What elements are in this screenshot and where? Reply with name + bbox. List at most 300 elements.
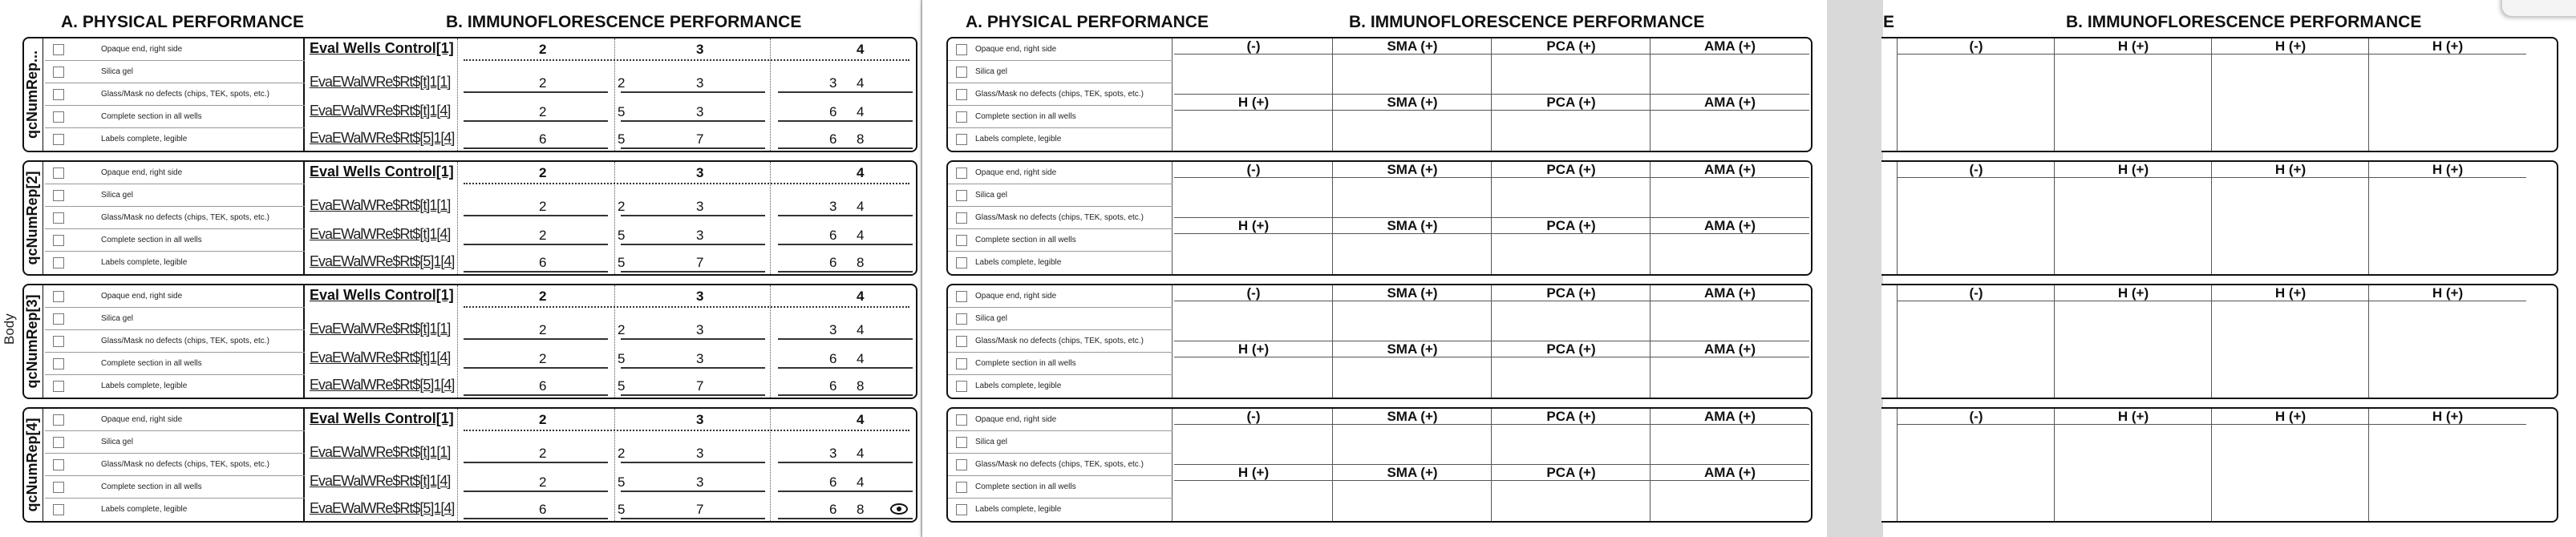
checklist-label: Complete section in all wells <box>101 236 202 244</box>
checklist-row <box>948 252 1173 274</box>
grid-header: H (+) <box>2274 285 2307 301</box>
physical-header-p2: A. PHYSICAL PERFORMANCE <box>966 13 1209 31</box>
checklist-row <box>948 409 1173 431</box>
immuno-results <box>306 38 916 151</box>
checkbox[interactable] <box>53 212 64 224</box>
grid-entry-cell[interactable] <box>1333 178 1492 218</box>
result-number: 2 <box>618 446 626 461</box>
grid-header-cell <box>1174 465 1333 481</box>
immuno-header-p2: B. IMMUNOFLORESCENCE PERFORMANCE <box>1349 13 1705 31</box>
grid-header-cell <box>1174 38 1333 55</box>
grid-entry-cell[interactable] <box>2055 301 2212 398</box>
grid-entry-cell[interactable] <box>1174 357 1333 398</box>
grid-entry-cell[interactable] <box>1651 178 1809 218</box>
checklist-row <box>45 375 305 398</box>
underline <box>621 147 765 149</box>
page-gap <box>1827 0 1883 537</box>
grid-header: SMA (+) <box>1387 38 1438 54</box>
grid-header: AMA (+) <box>1703 409 1756 424</box>
checklist-label: Silica gel <box>101 314 134 323</box>
grid-header: PCA (+) <box>1546 38 1596 54</box>
checkbox[interactable] <box>956 381 967 392</box>
checkbox[interactable] <box>53 482 64 493</box>
grid-entry-cell[interactable] <box>1898 425 2055 521</box>
rep-block <box>22 37 917 152</box>
checklist-label: Silica gel <box>101 191 134 200</box>
grid-entry-cell[interactable] <box>2369 178 2526 274</box>
checkbox[interactable] <box>956 459 967 470</box>
grid-header: H (+) <box>2274 409 2307 424</box>
rep-block <box>1881 284 2558 399</box>
grid-header-cell <box>1333 218 1492 234</box>
physical-checklist <box>45 162 305 274</box>
checkbox[interactable] <box>53 235 64 246</box>
grid-entry-cell[interactable] <box>1651 301 1809 341</box>
checklist-row <box>45 61 305 83</box>
physical-checklist <box>45 38 305 151</box>
checklist-label: Complete section in all wells <box>975 112 1076 121</box>
result-number: 4 <box>857 322 865 337</box>
checklist-label: Complete section in all wells <box>975 236 1076 244</box>
result-number: 3 <box>696 75 704 91</box>
underline <box>464 147 608 149</box>
grid-entry-cell[interactable] <box>1333 55 1492 95</box>
eval-wells-result[interactable]: EvaEWalWRe$Rt$[t]1[1] <box>310 321 451 337</box>
column-number: 4 <box>857 289 865 304</box>
grid-entry-cell[interactable] <box>1492 234 1651 274</box>
checklist-row <box>45 184 305 207</box>
checkbox[interactable] <box>956 212 967 224</box>
checklist-row <box>45 499 305 521</box>
column-number: 3 <box>696 412 704 427</box>
grid-header-cell <box>1651 218 1809 234</box>
rep-block <box>22 284 917 399</box>
checkbox[interactable] <box>956 437 967 448</box>
grid-entry-cell[interactable] <box>2055 425 2212 521</box>
grid-entry-cell[interactable] <box>1492 178 1651 218</box>
result-number: 5 <box>618 255 626 270</box>
checkbox[interactable] <box>53 168 64 179</box>
checkbox[interactable] <box>956 168 967 179</box>
grid-entry-cell[interactable] <box>1492 481 1651 521</box>
eval-wells-result[interactable]: EvaEWalWRe$Rt$[5]1[4] <box>310 130 455 146</box>
checklist-label: Labels complete, legible <box>101 505 188 514</box>
eval-wells-result[interactable]: EvaEWalWRe$Rt$[t]1[4] <box>310 226 451 242</box>
grid-entry-cell[interactable] <box>1898 178 2055 274</box>
underline <box>621 120 765 122</box>
underline <box>464 306 909 308</box>
underline <box>621 394 765 396</box>
result-number: 7 <box>696 502 704 517</box>
underline <box>464 244 608 245</box>
result-number: 4 <box>857 474 865 490</box>
grid-header: (-) <box>1969 38 1983 54</box>
grid-entry-cell[interactable] <box>1492 55 1651 95</box>
rep-block <box>22 160 917 276</box>
checklist-row <box>45 106 305 128</box>
grid-header-cell <box>1651 409 1809 425</box>
underline <box>621 215 765 216</box>
checklist-label: Complete section in all wells <box>101 482 202 491</box>
grid-header: AMA (+) <box>1703 95 1756 110</box>
result-number: 2 <box>539 446 547 461</box>
page-curl <box>2502 0 2576 16</box>
checkbox[interactable] <box>53 381 64 392</box>
result-number: 3 <box>696 322 704 337</box>
grid-header: AMA (+) <box>1703 465 1756 480</box>
checkbox[interactable] <box>53 44 64 55</box>
grid-header: SMA (+) <box>1387 341 1438 357</box>
checklist-label: Glass/Mask no defects (chips, TEK, spots, etc.) <box>975 213 1144 222</box>
grid-header-cell <box>2212 38 2369 55</box>
underline <box>464 491 608 492</box>
checkbox[interactable] <box>956 111 967 123</box>
grid-entry-cell[interactable] <box>2212 178 2369 274</box>
checklist-row <box>948 38 1173 61</box>
column-number: 2 <box>539 42 547 57</box>
immuno-results <box>306 409 916 521</box>
grid-header-cell <box>2055 38 2212 55</box>
grid-entry-cell[interactable] <box>1651 481 1809 521</box>
checklist-row <box>948 375 1173 398</box>
grid-header: PCA (+) <box>1546 409 1596 424</box>
checklist-label: Glass/Mask no defects (chips, TEK, spots, etc.) <box>975 460 1144 469</box>
checklist-label: Labels complete, legible <box>975 382 1062 390</box>
checkbox[interactable] <box>956 257 967 268</box>
grid-header-cell <box>2055 285 2212 301</box>
result-number: 2 <box>539 228 547 243</box>
grid-header-cell <box>1174 409 1333 425</box>
grid-header-cell <box>1174 95 1333 111</box>
checklist-row <box>45 38 305 61</box>
rep-block <box>946 160 1813 276</box>
antibody-grid <box>1174 38 1811 151</box>
checklist-label: Glass/Mask no defects (chips, TEK, spots, etc.) <box>975 90 1144 99</box>
result-number: 7 <box>696 131 704 147</box>
result-number: 6 <box>829 474 837 490</box>
grid-header-cell <box>1898 162 2055 178</box>
checklist-row <box>45 454 305 476</box>
grid-edge-cell <box>1881 162 1898 274</box>
grid-header: (-) <box>1246 409 1261 424</box>
checkbox[interactable] <box>53 134 64 145</box>
result-number: 2 <box>539 474 547 490</box>
underline <box>464 120 608 122</box>
checkbox[interactable] <box>956 358 967 369</box>
checkbox[interactable] <box>53 89 64 100</box>
checklist-row <box>45 128 305 151</box>
result-number: 3 <box>829 199 837 214</box>
checkbox[interactable] <box>53 111 64 123</box>
checkbox[interactable] <box>956 89 967 100</box>
grid-entry-cell[interactable] <box>2369 301 2526 398</box>
grid-header-cell <box>1492 465 1651 481</box>
checkbox[interactable] <box>956 291 967 302</box>
checkbox[interactable] <box>956 336 967 347</box>
checkbox[interactable] <box>956 235 967 246</box>
grid-header-cell <box>1898 38 2055 55</box>
checklist-label: Glass/Mask no defects (chips, TEK, spots, etc.) <box>101 90 269 99</box>
column-number: 4 <box>857 412 865 427</box>
checklist-label: Glass/Mask no defects (chips, TEK, spots, etc.) <box>975 337 1144 345</box>
underline <box>778 271 913 273</box>
grid-entry-cell[interactable] <box>1898 55 2055 151</box>
checkbox[interactable] <box>53 67 64 78</box>
checklist-label: Complete section in all wells <box>975 359 1076 368</box>
checklist-label: Silica gel <box>975 67 1008 76</box>
grid-header: AMA (+) <box>1703 341 1756 357</box>
grid-header-cell <box>2055 409 2212 425</box>
column-number: 2 <box>539 165 547 180</box>
rep-label: qcNumRep[2] <box>24 171 40 265</box>
eval-wells-result[interactable]: EvaEWalWRe$Rt$[t]1[4] <box>310 349 451 365</box>
physical-checklist <box>948 162 1173 274</box>
grid-header: SMA (+) <box>1387 162 1438 177</box>
grid-header: AMA (+) <box>1703 38 1756 54</box>
grid-header: H (+) <box>1237 465 1270 480</box>
grid-entry-cell[interactable] <box>1492 301 1651 341</box>
result-row <box>306 466 916 489</box>
eval-wells-result[interactable]: EvaEWalWRe$Rt$[t]1[1] <box>310 74 451 90</box>
grid-header: H (+) <box>1237 95 1270 110</box>
grid-header: PCA (+) <box>1546 341 1596 357</box>
immuno-header: B. IMMUNOFLORESCENCE PERFORMANCE <box>446 13 802 31</box>
grid-header-cell <box>1333 162 1492 178</box>
grid-entry-cell[interactable] <box>1333 425 1492 465</box>
checkbox[interactable] <box>53 459 64 470</box>
result-number: 6 <box>829 351 837 366</box>
checklist-row <box>948 431 1173 454</box>
column-number: 3 <box>696 165 704 180</box>
result-number: 4 <box>857 104 865 119</box>
underline <box>778 147 913 149</box>
antibody-grid <box>1174 409 1811 521</box>
body-label: Body <box>2 313 17 345</box>
checklist-label: Glass/Mask no defects (chips, TEK, spots, etc.) <box>101 337 269 345</box>
checkbox[interactable] <box>53 504 64 515</box>
eval-wells-control[interactable]: Eval Wells Control[1] <box>310 164 454 180</box>
result-number: 3 <box>829 75 837 91</box>
checkbox[interactable] <box>53 414 64 426</box>
grid-entry-cell[interactable] <box>2212 301 2369 398</box>
grid-header: H (+) <box>2117 38 2149 54</box>
eval-wells-result[interactable]: EvaEWalWRe$Rt$[t]1[4] <box>310 103 451 119</box>
grid-header: SMA (+) <box>1387 95 1438 110</box>
underline <box>464 338 608 340</box>
eval-wells-result[interactable]: EvaEWalWRe$Rt$[t]1[1] <box>310 197 451 213</box>
immuno-results <box>306 162 916 274</box>
grid-entry-cell[interactable] <box>2055 55 2212 151</box>
column-number: 3 <box>696 289 704 304</box>
grid-header: PCA (+) <box>1546 162 1596 177</box>
grid-entry-cell[interactable] <box>1651 357 1809 398</box>
grid-header-cell <box>1492 341 1651 357</box>
grid-header: H (+) <box>2274 162 2307 177</box>
checklist-row <box>45 162 305 184</box>
result-number: 8 <box>857 131 865 147</box>
grid-entry-cell[interactable] <box>2212 425 2369 521</box>
grid-edge-cell <box>1881 409 1898 521</box>
result-number: 4 <box>857 351 865 366</box>
checklist-label: Opaque end, right side <box>101 292 183 301</box>
checkbox[interactable] <box>956 134 967 145</box>
grid-entry-cell[interactable] <box>1174 178 1333 218</box>
checklist-label: Labels complete, legible <box>975 505 1062 514</box>
result-number: 5 <box>618 378 626 394</box>
checkbox[interactable] <box>956 67 967 78</box>
eval-wells-result[interactable]: EvaEWalWRe$Rt$[5]1[4] <box>310 377 455 393</box>
eval-wells-result[interactable]: EvaEWalWRe$Rt$[5]1[4] <box>310 253 455 269</box>
checklist-label: Silica gel <box>101 67 134 76</box>
grid-header-cell <box>1651 465 1809 481</box>
result-number: 2 <box>539 351 547 366</box>
grid-entry-cell[interactable] <box>1174 425 1333 465</box>
grid-entry-cell[interactable] <box>1174 301 1333 341</box>
grid-header: H (+) <box>2117 285 2149 301</box>
grid-entry-cell[interactable] <box>1333 481 1492 521</box>
checkbox[interactable] <box>956 482 967 493</box>
checklist-row <box>948 106 1173 128</box>
checklist-row <box>948 229 1173 252</box>
grid-entry-cell[interactable] <box>1174 481 1333 521</box>
eval-wells-result[interactable]: EvaEWalWRe$Rt$[t]1[1] <box>310 444 451 460</box>
grid-entry-cell[interactable] <box>1333 301 1492 341</box>
grid-entry-cell[interactable] <box>1651 425 1809 465</box>
checkbox[interactable] <box>53 313 64 325</box>
underline <box>621 91 765 93</box>
result-number: 6 <box>829 502 837 517</box>
result-number: 6 <box>829 378 837 394</box>
checkbox[interactable] <box>53 336 64 347</box>
result-number: 3 <box>696 351 704 366</box>
grid-header-cell <box>1898 409 2055 425</box>
result-row <box>306 123 916 146</box>
grid-header-cell <box>1651 162 1809 178</box>
grid-entry-cell[interactable] <box>1651 55 1809 95</box>
grid-entry-cell[interactable] <box>1651 111 1809 151</box>
grid-header-cell <box>2369 38 2526 55</box>
checklist-label: Glass/Mask no defects (chips, TEK, spots, etc.) <box>101 460 269 469</box>
checklist-label: Labels complete, legible <box>975 135 1062 143</box>
antibody-grid <box>1881 285 2555 398</box>
eval-wells-result[interactable]: EvaEWalWRe$Rt$[t]1[4] <box>310 473 451 489</box>
checklist-row <box>45 476 305 499</box>
checklist-label: Opaque end, right side <box>975 292 1057 301</box>
grid-entry-cell[interactable] <box>2369 55 2526 151</box>
checklist-row <box>948 454 1173 476</box>
grid-entry-cell[interactable] <box>2212 55 2369 151</box>
grid-entry-cell[interactable] <box>1333 111 1492 151</box>
grid-header: (-) <box>1969 162 1983 177</box>
checklist-label: Complete section in all wells <box>101 359 202 368</box>
grid-header-cell <box>2369 285 2526 301</box>
grid-header-cell <box>2055 162 2212 178</box>
result-number: 8 <box>857 255 865 270</box>
result-number: 3 <box>696 104 704 119</box>
underline <box>778 491 913 492</box>
checklist-row <box>948 61 1173 83</box>
grid-header: (-) <box>1246 285 1261 301</box>
checklist-label: Labels complete, legible <box>975 258 1062 267</box>
underline <box>778 518 913 519</box>
result-number: 5 <box>618 502 626 517</box>
checklist-row <box>45 285 305 308</box>
grid-entry-cell[interactable] <box>1174 111 1333 151</box>
grid-header-cell <box>1174 341 1333 357</box>
grid-entry-cell[interactable] <box>1492 425 1651 465</box>
grid-entry-cell[interactable] <box>1898 301 2055 398</box>
grid-entry-cell[interactable] <box>1492 357 1651 398</box>
grid-entry-cell[interactable] <box>1651 234 1809 274</box>
checkbox[interactable] <box>53 358 64 369</box>
checkbox[interactable] <box>53 257 64 268</box>
checklist-label: Labels complete, legible <box>101 135 188 143</box>
result-row <box>306 67 916 90</box>
grid-header-cell <box>1492 162 1651 178</box>
checkbox[interactable] <box>956 414 967 426</box>
grid-entry-cell[interactable] <box>2369 425 2526 521</box>
eval-wells-control[interactable]: Eval Wells Control[1] <box>310 410 454 426</box>
checkbox[interactable] <box>956 504 967 515</box>
grid-entry-cell[interactable] <box>1333 357 1492 398</box>
eval-wells-control[interactable]: Eval Wells Control[1] <box>310 287 454 303</box>
result-number: 2 <box>539 75 547 91</box>
result-number: 6 <box>829 131 837 147</box>
column-number: 2 <box>539 289 547 304</box>
result-number: 5 <box>618 351 626 366</box>
result-number: 2 <box>539 104 547 119</box>
grid-entry-cell[interactable] <box>1333 234 1492 274</box>
underline <box>464 271 608 273</box>
eval-wells-result[interactable]: EvaEWalWRe$Rt$[5]1[4] <box>310 500 455 516</box>
grid-header: SMA (+) <box>1387 218 1438 233</box>
physical-checklist <box>948 409 1173 521</box>
checkbox[interactable] <box>53 190 64 201</box>
checkbox[interactable] <box>956 44 967 55</box>
grid-header-cell <box>2212 162 2369 178</box>
grid-header: H (+) <box>2274 38 2307 54</box>
grid-header: (-) <box>1969 285 1983 301</box>
grid-header: SMA (+) <box>1387 285 1438 301</box>
grid-entry-cell[interactable] <box>2055 178 2212 274</box>
grid-edge-cell <box>1881 38 1898 151</box>
result-number: 5 <box>618 228 626 243</box>
checklist-row <box>45 308 305 330</box>
checkbox[interactable] <box>53 291 64 302</box>
checklist-label: Opaque end, right side <box>975 45 1057 54</box>
result-number: 2 <box>618 75 626 91</box>
grid-entry-cell[interactable] <box>1174 55 1333 95</box>
eval-wells-control[interactable]: Eval Wells Control[1] <box>310 40 454 56</box>
grid-header: PCA (+) <box>1546 285 1596 301</box>
checklist-label: Complete section in all wells <box>975 482 1076 491</box>
underline <box>464 59 909 61</box>
immuno-header-p3: B. IMMUNOFLORESCENCE PERFORMANCE <box>2066 13 2422 31</box>
page3-fragment-header: E <box>1883 13 1895 31</box>
checkbox[interactable] <box>956 190 967 201</box>
checklist-row <box>948 308 1173 330</box>
checkbox[interactable] <box>53 437 64 448</box>
grid-header-cell <box>1651 38 1809 55</box>
checkbox[interactable] <box>956 313 967 325</box>
result-row <box>306 285 916 308</box>
grid-header: H (+) <box>2432 38 2464 54</box>
grid-entry-cell[interactable] <box>1174 234 1333 274</box>
grid-entry-cell[interactable] <box>1492 111 1651 151</box>
result-row <box>306 38 916 61</box>
underline <box>464 215 608 216</box>
eye-icon[interactable] <box>890 503 908 515</box>
